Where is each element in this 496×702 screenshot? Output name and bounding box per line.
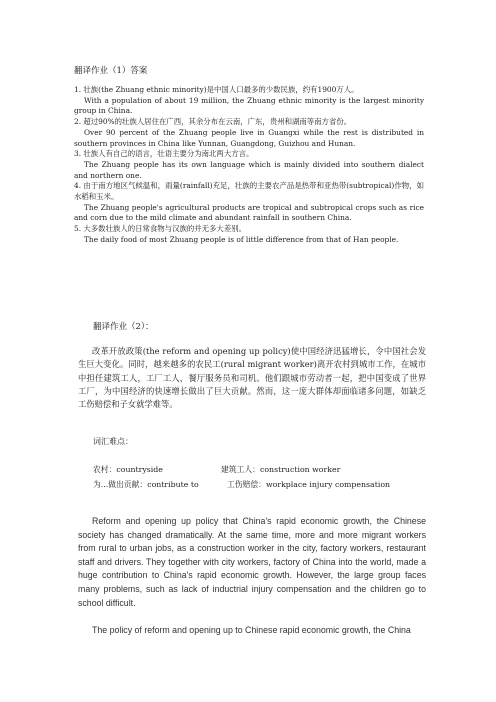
item-4-chinese: 4. 由于南方地区气候温和，雨量(rainfall)充足，壮族的主要农产品是热带和亚热带(subtropical)作物，如水稻和玉米。 [74, 181, 424, 202]
vocabulary-row [93, 479, 391, 490]
english-translation-paragraph-1: Reform and opening up policy that China's rapid economic growth, the Chinese society has changed dramatically. At the same time, more and more migrant workers from rural to urban jobs, as a construction worker in the city, factory workers, restaurant staff and drivers. They together with city workers, factory of China into the world, made a huge contribution to China's rapid economic growth. However, the large group faces many problems, such as lack of inductrial injury compensation and the children go to school difficult. [78, 516, 426, 608]
vocabulary-term: 为...做出贡献：contribute to [93, 480, 199, 489]
item-5-chinese: 5. 大多数壮族人的日常食物与汉族的并无多大差别。 [74, 224, 246, 234]
vocabulary-term: 建筑工人：construction worker [221, 465, 341, 474]
item-2-english: Over 90 percent of the Zhuang people live in Guangxi while the rest is distributed in southern provinces in China like Yunnan, Guangdong, Guizhou and Hunan. [74, 127, 424, 148]
assignment2-chinese-paragraph: 改革开放政策(the reform and opening up policy)使中国经济迅猛增长，令中国社会发生巨大变化。同时，越来越多的农民工(rural migrant worker)离开农村到城市工作，在城市中担任建筑工人，工厂工人，餐厅服务员和司机。他们跟城市劳动者一起，把中国变成了世界工厂，为中国经济的快速增长做出了巨大贡献。然而，这一庞大群体却面临诸多问题，如缺乏工伤赔偿和子女就学难等。 [78, 346, 426, 410]
english-translation-paragraph-2: The policy of reform and opening up to Chinese rapid economic growth, the China [92, 625, 411, 635]
vocabulary-title: 词汇难点： [93, 437, 133, 446]
item-1-chinese: 1. 壮族(the Zhuang ethnic minority)是中国人口最多的少数民族，约有1900万人。 [74, 85, 359, 94]
assignment1-title: 翻译作业（1）答案 [74, 66, 148, 76]
vocabulary-term: 农村：countryside [93, 465, 163, 474]
item-3-english: The Zhuang people has its own language which is mainly divided into southern dialect and northern one. [74, 159, 424, 180]
vocabulary-row [93, 464, 341, 475]
item-1-english: With a population of about 19 million, the Zhuang ethnic minority is the largest minority group in China. [74, 95, 424, 116]
item-5-english: The daily food of most Zhuang people is of little difference from that of Han people. [84, 234, 399, 244]
assignment1-answers [74, 85, 424, 246]
vocabulary-term: 工伤赔偿：workplace injury compensation [227, 480, 391, 489]
assignment2-title: 翻译作业（2）： [93, 322, 154, 332]
item-4-english: The Zhuang people's agricultural products are tropical and subtropical crops such as rice and corn due to the mild climate and abundant rainfall in southern China. [74, 202, 424, 223]
item-3-chinese: 3. 壮族人有自己的语言，壮语主要分为南北两大方言。 [74, 149, 254, 159]
item-2-chinese: 2. 超过90%的壮族人居住在广西，其余分布在云南，广东，贵州和湖南等南方省份。 [74, 117, 352, 127]
